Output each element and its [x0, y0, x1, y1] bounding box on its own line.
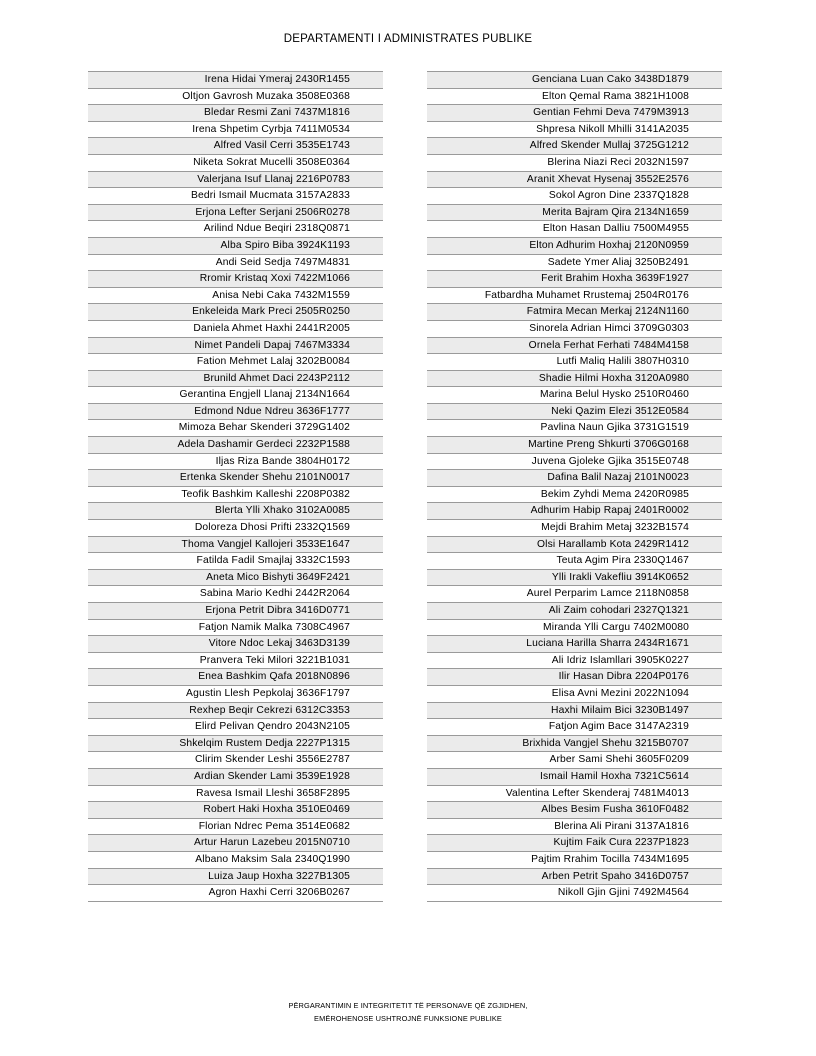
list-item: Enkeleida Mark Preci 2505R0250: [88, 304, 383, 321]
list-item: Alfred Skender Mullaj 3725G1212: [427, 138, 722, 155]
list-item: Nikoll Gjin Gjini 7492M4564: [427, 885, 722, 902]
list-item: Blerina Niazi Reci 2032N1597: [427, 155, 722, 172]
list-item: Blerta Ylli Xhako 3102A0085: [88, 503, 383, 520]
list-item: Fatmira Mecan Merkaj 2124N1160: [427, 304, 722, 321]
list-item: Ertenka Skender Shehu 2101N0017: [88, 470, 383, 487]
list-item: Gerantina Engjell Llanaj 2134N1664: [88, 387, 383, 404]
list-item: Sinorela Adrian Himci 3709G0303: [427, 321, 722, 338]
list-item: Marina Belul Hysko 2510R0460: [427, 387, 722, 404]
list-item: Erjona Petrit Dibra 3416D0771: [88, 603, 383, 620]
list-item: Daniela Ahmet Haxhi 2441R2005: [88, 321, 383, 338]
list-item: Iljas Riza Bande 3804H0172: [88, 454, 383, 471]
list-item: Ravesa Ismail Lleshi 3658F2895: [88, 786, 383, 803]
list-item: Pranvera Teki Milori 3221B1031: [88, 653, 383, 670]
list-item: Alba Spiro Biba 3924K1193: [88, 238, 383, 255]
list-item: Blerina Ali Pirani 3137A1816: [427, 819, 722, 836]
list-item: Neki Qazim Elezi 3512E0584: [427, 404, 722, 421]
list-item: Miranda Ylli Cargu 7402M0080: [427, 620, 722, 637]
list-item: Aranit Xhevat Hysenaj 3552E2576: [427, 172, 722, 189]
list-item: Pavlina Naun Gjika 3731G1519: [427, 420, 722, 437]
list-item: Irena Shpetim Cyrbja 7411M0534: [88, 122, 383, 139]
list-item: Albes Besim Fusha 3610F0482: [427, 802, 722, 819]
list-item: Genciana Luan Cako 3438D1879: [427, 72, 722, 89]
list-item: Arilind Ndue Beqiri 2318Q0871: [88, 221, 383, 238]
list-item: Vitore Ndoc Lekaj 3463D3139: [88, 636, 383, 653]
list-item: Fatjon Agim Bace 3147A2319: [427, 719, 722, 736]
list-item: Brixhida Vangjel Shehu 3215B0707: [427, 736, 722, 753]
list-item: Sokol Agron Dine 2337Q1828: [427, 188, 722, 205]
list-item: Olsi Harallamb Kota 2429R1412: [427, 537, 722, 554]
list-item: Erjona Lefter Serjani 2506R0278: [88, 205, 383, 222]
list-item: Teuta Agim Pira 2330Q1467: [427, 553, 722, 570]
list-item: Lutfi Maliq Halili 3807H0310: [427, 354, 722, 371]
list-item: Ylli Irakli Vakefliu 3914K0652: [427, 570, 722, 587]
list-item: Ali Zaim cohodari 2327Q1321: [427, 603, 722, 620]
list-item: Haxhi Milaim Bici 3230B1497: [427, 703, 722, 720]
list-item: Dafina Balil Nazaj 2101N0023: [427, 470, 722, 487]
list-item: Alfred Vasil Cerri 3535E1743: [88, 138, 383, 155]
list-item: Sadete Ymer Aliaj 3250B2491: [427, 255, 722, 272]
list-item: Merita Bajram Qira 2134N1659: [427, 205, 722, 222]
list-item: Oltjon Gavrosh Muzaka 3508E0368: [88, 89, 383, 106]
list-item: Aurel Perparim Lamce 2118N0858: [427, 586, 722, 603]
list-item: Artur Harun Lazebeu 2015N0710: [88, 835, 383, 852]
list-item: Albano Maksim Sala 2340Q1990: [88, 852, 383, 869]
list-item: Gentian Fehmi Deva 7479M3913: [427, 105, 722, 122]
list-item: Fatilda Fadil Smajlaj 3332C1593: [88, 553, 383, 570]
list-item: Bekim Zyhdi Mema 2420R0985: [427, 487, 722, 504]
list-item: Teofik Bashkim Kalleshi 2208P0382: [88, 487, 383, 504]
footer-line-1: PËRGARANTIMIN E INTEGRITETIT TË PERSONAVE QË ZGJIDHEN,: [288, 1001, 528, 1010]
list-item: Clirim Skender Leshi 3556E2787: [88, 752, 383, 769]
list-item: Shpresa Nikoll Mhilli 3141A2035: [427, 122, 722, 139]
list-item: Ferit Brahim Hoxha 3639F1927: [427, 271, 722, 288]
list-item: Luiza Jaup Hoxha 3227B1305: [88, 869, 383, 886]
list-item: Valentina Lefter Skenderaj 7481M4013: [427, 786, 722, 803]
list-item: Bedri Ismail Mucmata 3157A2833: [88, 188, 383, 205]
footer-line-2: EMËROHENOSE USHTROJNË FUNKSIONE PUBLIKE: [314, 1014, 502, 1023]
list-item: Mimoza Behar Skenderi 3729G1402: [88, 420, 383, 437]
list-item: Mejdi Brahim Metaj 3232B1574: [427, 520, 722, 537]
list-item: Valerjana Isuf Llanaj 2216P0783: [88, 172, 383, 189]
list-item: Florian Ndrec Pema 3514E0682: [88, 819, 383, 836]
list-item: Elird Pelivan Qendro 2043N2105: [88, 719, 383, 736]
list-item: Fatbardha Muhamet Rrustemaj 2504R0176: [427, 288, 722, 305]
list-item: Shkelqim Rustem Dedja 2227P1315: [88, 736, 383, 753]
list-item: Andi Seid Sedja 7497M4831: [88, 255, 383, 272]
list-item: Agron Haxhi Cerri 3206B0267: [88, 885, 383, 902]
list-item: Elton Hasan Dalliu 7500M4955: [427, 221, 722, 238]
list-item: Aneta Mico Bishyti 3649F2421: [88, 570, 383, 587]
list-item: Ismail Hamil Hoxha 7321C5614: [427, 769, 722, 786]
list-item: Fatjon Namik Malka 7308C4967: [88, 620, 383, 637]
list-item: Elisa Avni Mezini 2022N1094: [427, 686, 722, 703]
list-item: Fation Mehmet Lalaj 3202B0084: [88, 354, 383, 371]
page-footer: [0, 999, 816, 1025]
list-item: Juvena Gjoleke Gjika 3515E0748: [427, 454, 722, 471]
list-item: Adela Dashamir Gerdeci 2232P1588: [88, 437, 383, 454]
list-item: Ali Idriz Islamllari 3905K0227: [427, 653, 722, 670]
list-item: Adhurim Habip Rapaj 2401R0002: [427, 503, 722, 520]
list-item: Ilir Hasan Dibra 2204P0176: [427, 669, 722, 686]
list-item: Thoma Vangjel Kallojeri 3533E1647: [88, 537, 383, 554]
list-item: Pajtim Rrahim Tocilla 7434M1695: [427, 852, 722, 869]
right-name-list: [427, 71, 722, 902]
list-item: Bledar Resmi Zani 7437M1816: [88, 105, 383, 122]
list-item: Brunild Ahmet Daci 2243P2112: [88, 371, 383, 388]
page-title: DEPARTAMENTI I ADMINISTRATES PUBLIKE: [283, 33, 533, 45]
list-item: Doloreza Dhosi Prifti 2332Q1569: [88, 520, 383, 537]
list-item: Irena Hidai Ymeraj 2430R1455: [88, 72, 383, 89]
left-name-list: [88, 71, 383, 902]
list-item: Elton Adhurim Hoxhaj 2120N0959: [427, 238, 722, 255]
list-item: Ardian Skender Lami 3539E1928: [88, 769, 383, 786]
list-item: Anisa Nebi Caka 7432M1559: [88, 288, 383, 305]
list-item: Luciana Harilla Sharra 2434R1671: [427, 636, 722, 653]
list-item: Martine Preng Shkurti 3706G0168: [427, 437, 722, 454]
list-item: Elton Qemal Rama 3821H1008: [427, 89, 722, 106]
list-item: Arber Sami Shehi 3605F0209: [427, 752, 722, 769]
list-item: Edmond Ndue Ndreu 3636F1777: [88, 404, 383, 421]
list-item: Enea Bashkim Qafa 2018N0896: [88, 669, 383, 686]
list-item: Kujtim Faik Cura 2237P1823: [427, 835, 722, 852]
list-item: Rromir Kristaq Xoxi 7422M1066: [88, 271, 383, 288]
list-item: Nimet Pandeli Dapaj 7467M3334: [88, 338, 383, 355]
list-item: Shadie Hilmi Hoxha 3120A0980: [427, 371, 722, 388]
list-item: Sabina Mario Kedhi 2442R2064: [88, 586, 383, 603]
list-item: Niketa Sokrat Mucelli 3508E0364: [88, 155, 383, 172]
list-item: Rexhep Beqir Cekrezi 6312C3353: [88, 703, 383, 720]
list-item: Arben Petrit Spaho 3416D0757: [427, 869, 722, 886]
list-item: Agustin Llesh Pepkolaj 3636F1797: [88, 686, 383, 703]
list-item: Robert Haki Hoxha 3510E0469: [88, 802, 383, 819]
list-item: Ornela Ferhat Ferhati 7484M4158: [427, 338, 722, 355]
